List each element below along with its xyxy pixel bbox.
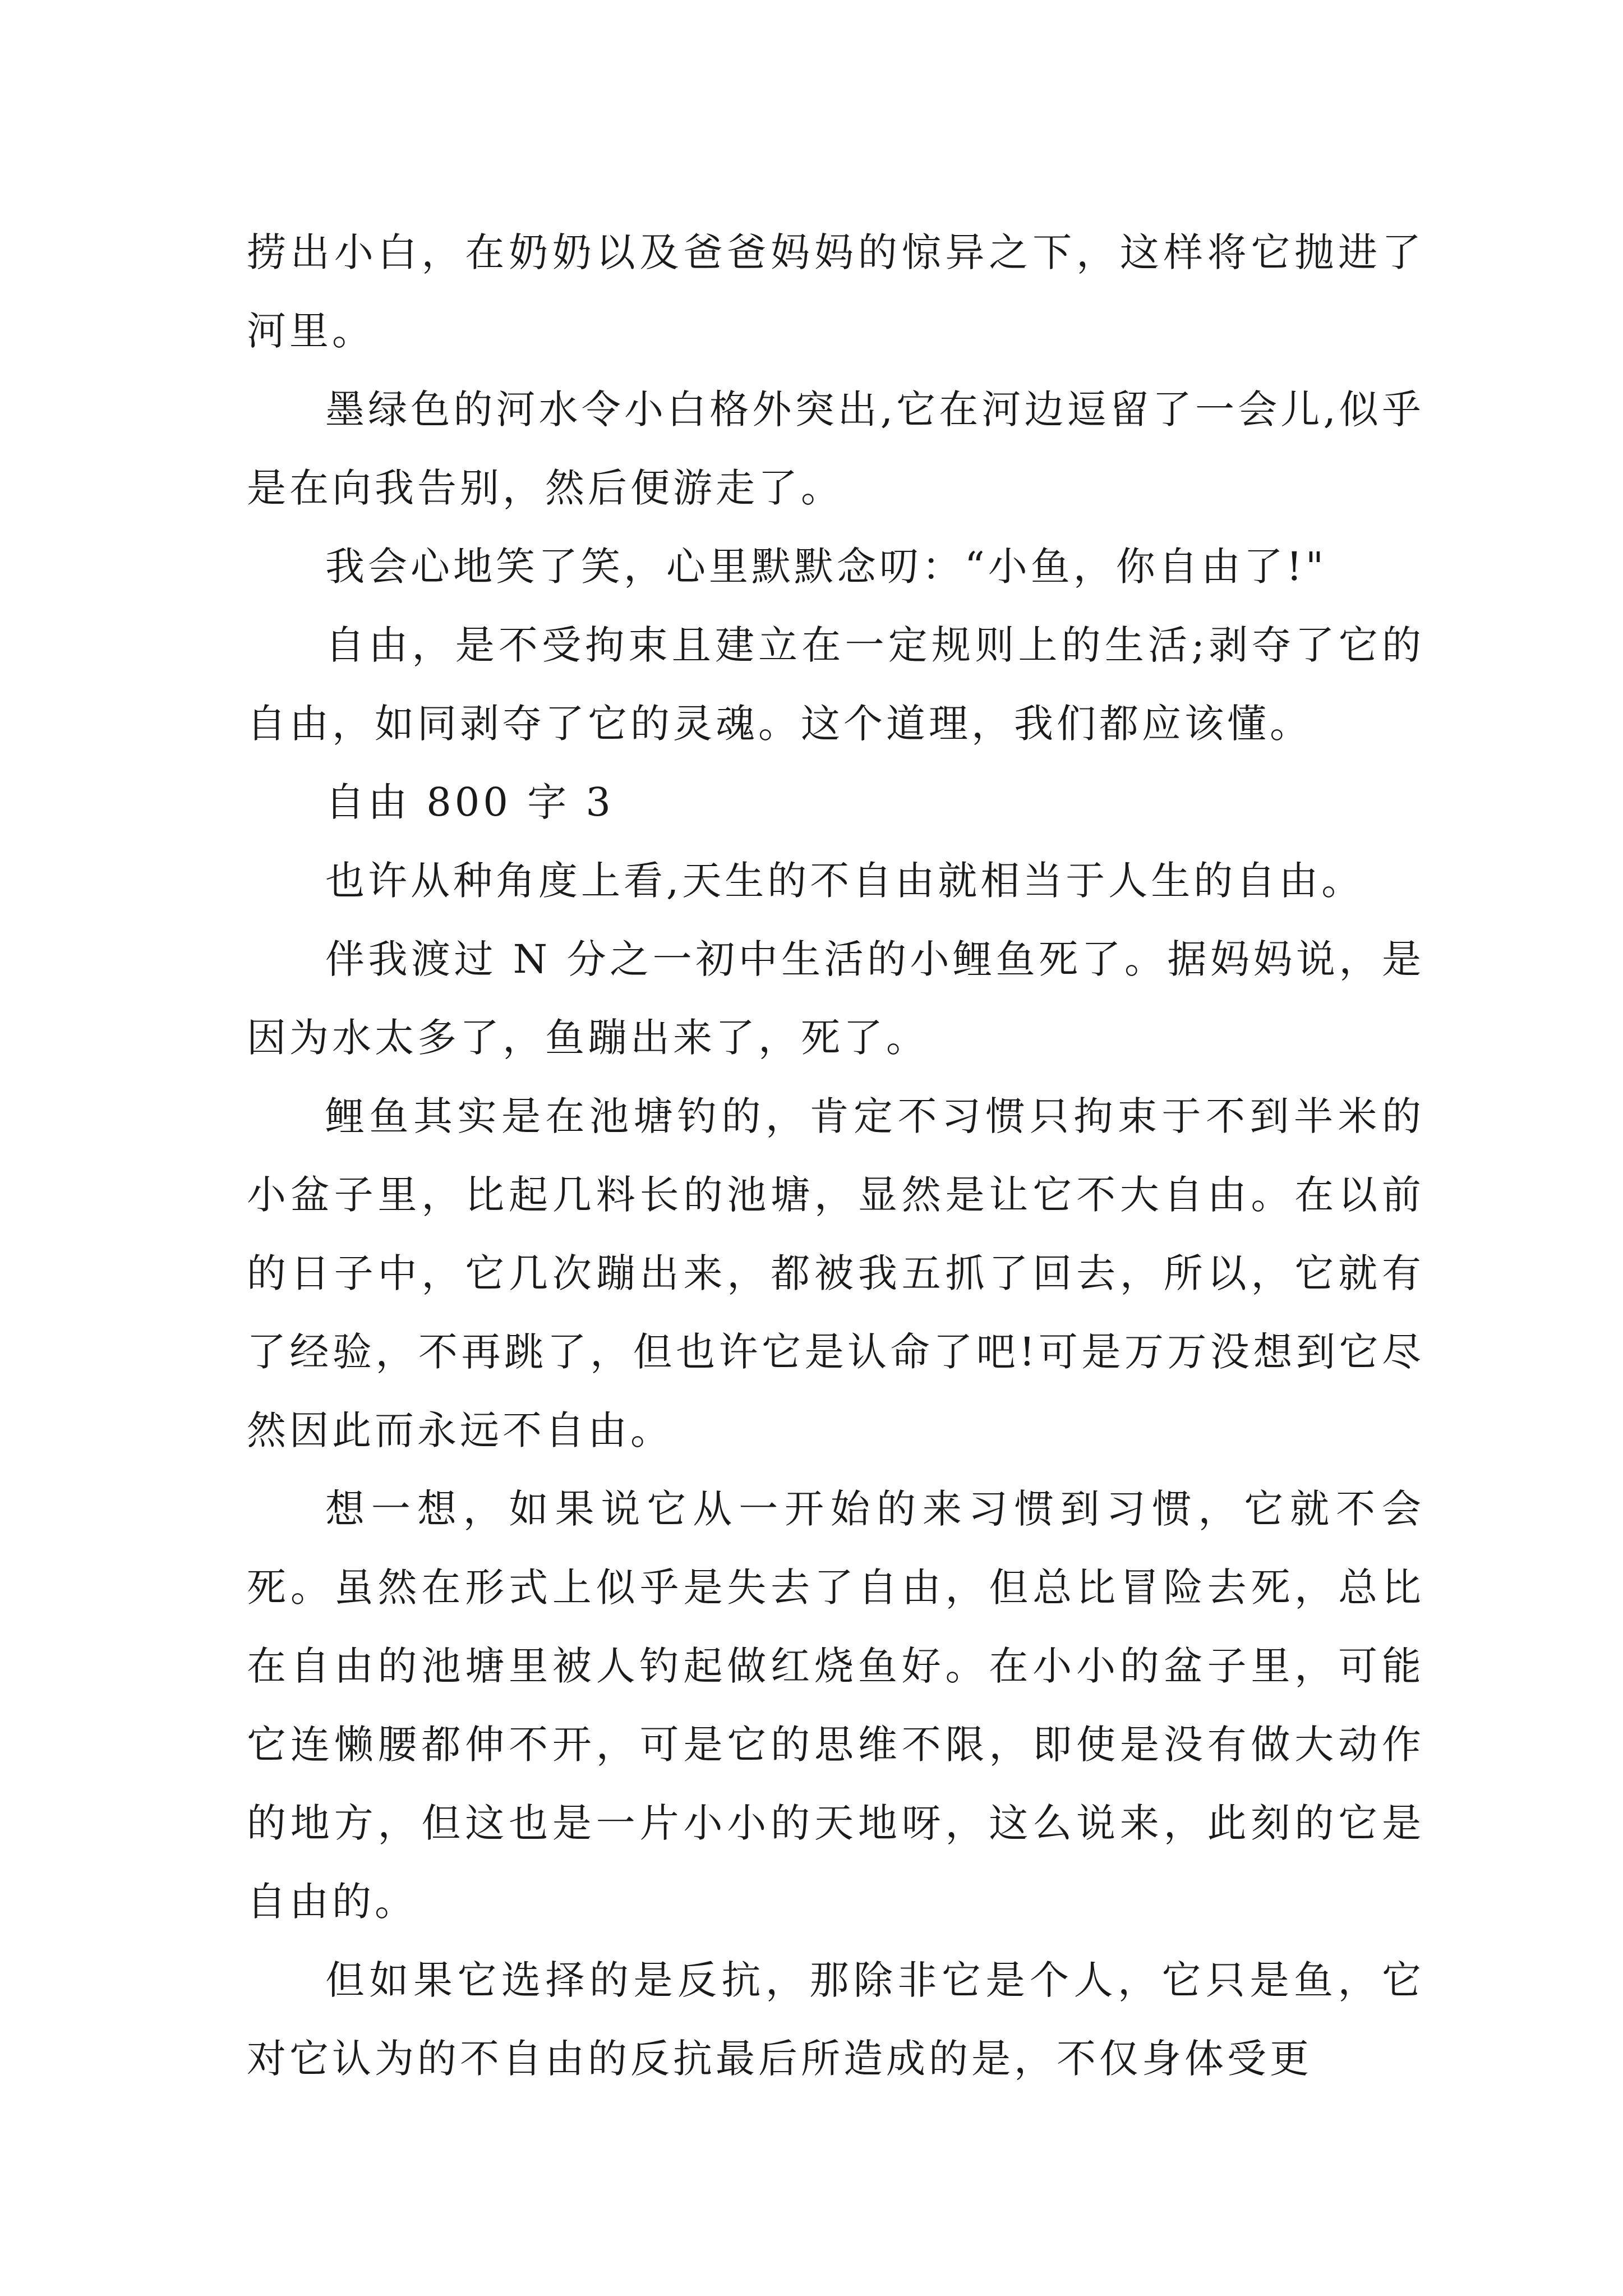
paragraph-continuation: 捞出小白，在奶奶以及爸爸妈妈的惊异之下，这样将它抛进了河里。 <box>247 229 1424 354</box>
paragraph: 鲤鱼其实是在池塘钓的，肯定不习惯只拘束于不到半米的小盆子里，比起几料长的池塘，显然是让它不大自由。在以前的日子中，它几次蹦出来，都被我五抓了回去，所以，它就有了经验，不再跳了，但也许它是认命了吧!可是万万没想到它尽然因此而永远不自由。 <box>247 1093 1424 1453</box>
paragraph: 也许从种角度上看,天生的不自由就相当于人生的自由。 <box>325 858 1364 904</box>
document-body <box>247 213 1424 2098</box>
paragraph: 我会心地笑了笑，心里默默念叨：“小鱼，你自由了!" <box>325 544 1327 590</box>
paragraph: 自由，是不受拘束且建立在一定规则上的生活;剥夺了它的自由，如同剥夺了它的灵魂。这个道理，我们都应该懂。 <box>247 622 1424 747</box>
paragraph: 伴我渡过 N 分之一初中生活的小鲤鱼死了。据妈妈说，是因为水太多了，鱼蹦出来了，死了。 <box>247 936 1424 1061</box>
paragraph: 墨绿色的河水令小白格外突出,它在河边逗留了一会儿,似乎是在向我告别，然后便游走了。 <box>247 386 1424 511</box>
paragraph: 想一想，如果说它从一开始的来习惯到习惯，它就不会死。虽然在形式上似乎是失去了自由，但总比冒险去死，总比在自由的池塘里被人钓起做红烧鱼好。在小小的盆子里，可能它连懒腰都伸不开，可是它的思维不限，即使是没有做大动作的地方，但这也是一片小小的天地呀，这么说来，此刻的它是自由的。 <box>247 1486 1424 1925</box>
section-heading: 自由 800 字 3 <box>325 779 614 825</box>
paragraph: 但如果它选择的是反抗，那除非它是个人，它只是鱼，它对它认为的不自由的反抗最后所造成的是，不仅身体受更 <box>247 1957 1424 2082</box>
